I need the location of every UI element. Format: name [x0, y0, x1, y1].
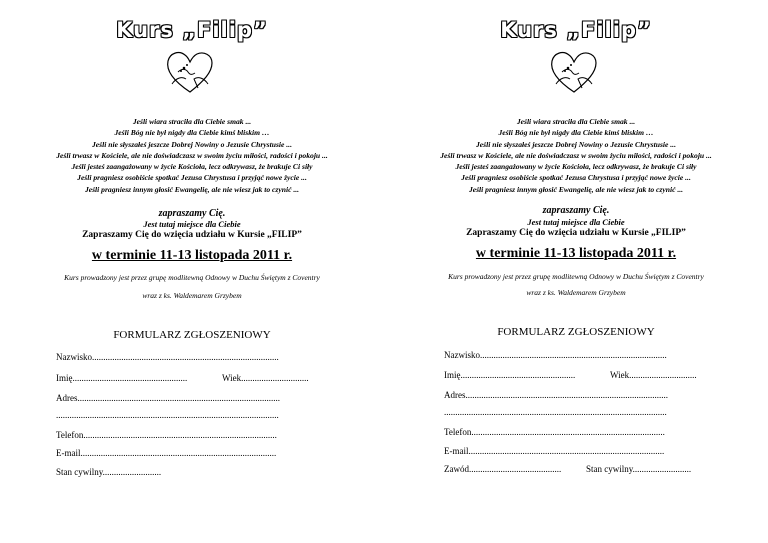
verses-block: [0, 116, 384, 195]
invite-heading: zapraszamy Cię.: [158, 208, 226, 219]
verse-line: Jeśli pragniesz osobiście spotkać Jezusa Chrystusa i przyjąć nowe życie ...: [461, 173, 691, 183]
verse-line: Jeśli pragniesz innym głosić Ewangelię, ale nie wiesz jak to czynić ...: [84, 184, 300, 194]
heart-hands-icon: [546, 44, 602, 100]
heart-hands-icon: [162, 44, 218, 100]
flyer-title: Kurs „Filip”: [500, 18, 652, 42]
phone-field[interactable]: Telefon......................................................................................: [444, 427, 665, 437]
address-field[interactable]: Adres..........................................................................................: [444, 390, 668, 400]
address-field[interactable]: Adres..........................................................................................: [56, 393, 280, 403]
invite-course: Zapraszamy Cię do wzięcia udziału w Kursie „FILIP”: [82, 230, 302, 240]
verse-line: Jeśli trwasz w Kościele, ale nie doświadczasz w swoim życiu miłości, radości i pokoju ...: [440, 150, 712, 160]
organizer-priest: wraz z ks. Waldemarem Grzybem: [526, 288, 626, 297]
marital-status-field[interactable]: Stan cywilny..........................: [586, 464, 692, 474]
verse-line: Jeśli Bóg nie był nigdy dla Ciebie kimś bliskim …: [114, 128, 270, 138]
surname-field[interactable]: Nazwisko...................................................................................: [444, 350, 667, 360]
organizer-text: Kurs prowadzony jest przez grupę modlitewną Odnowy w Duchu Świętym z Coventry: [64, 273, 320, 282]
age-field[interactable]: Wiek..............................: [222, 373, 309, 383]
address-line2-field[interactable]: ...................................................................................................: [56, 410, 279, 420]
verse-line: Jeśli pragniesz osobiście spotkać Jezusa Chrystusa i przyjąć nowe życie ...: [77, 173, 307, 183]
form-title: FORMULARZ ZGŁOSZENIOWY: [113, 329, 271, 341]
verse-line: Jeśli trwasz w Kościele, ale nie doświadczasz w swoim życiu miłości, radości i pokoju ...: [56, 150, 328, 160]
verse-line: Jeśli wiara straciła dla Ciebie smak ...: [132, 117, 252, 126]
course-date: w terminie 11-13 listopada 2011 r.: [91, 248, 293, 263]
email-field[interactable]: E-mail.......................................................................................: [56, 448, 277, 458]
surname-field[interactable]: Nazwisko...................................................................................: [56, 352, 279, 362]
verse-line: Jeśli jesteś zaangażowany w życie Kościoła, lecz odkrywasz, że brakuje Ci siły: [455, 162, 697, 172]
first-name-field[interactable]: Imię...................................................: [444, 370, 576, 380]
age-field[interactable]: Wiek..............................: [610, 370, 697, 380]
invite-subtext: Jest tutaj miejsce dla Ciebie: [527, 217, 625, 227]
organizer-text: Kurs prowadzony jest przez grupę modlitewną Odnowy w Duchu Świętym z Coventry: [448, 272, 704, 281]
verse-line: Jeśli jesteś zaangażowany w życie Kościoła, lecz odkrywasz, że brakuje Ci siły: [71, 162, 313, 172]
form-title: FORMULARZ ZGŁOSZENIOWY: [497, 326, 655, 338]
organizer-priest: wraz z ks. Waldemarem Grzybem: [142, 291, 242, 300]
invite-subtext: Jest tutaj miejsce dla Ciebie: [143, 219, 241, 229]
first-name-field[interactable]: Imię...................................................: [56, 373, 188, 383]
occupation-field[interactable]: Zawód.........................................: [444, 464, 562, 474]
course-date: w terminie 11-13 listopada 2011 r.: [475, 246, 677, 261]
verse-line: Jeśli wiara straciła dla Ciebie smak ...: [516, 117, 636, 126]
verse-line: Jeśli Bóg nie był nigdy dla Ciebie kimś bliskim …: [498, 128, 654, 138]
flyer-right: [384, 0, 768, 543]
address-line2-field[interactable]: ...................................................................................................: [444, 407, 667, 417]
verse-line: Jeśli nie słyszałeś jeszcze Dobrej Nowiny o Jezusie Chrystusie ...: [92, 139, 292, 149]
verse-line: Jeśli nie słyszałeś jeszcze Dobrej Nowiny o Jezusie Chrystusie ...: [476, 139, 676, 149]
verses-block: [384, 116, 768, 195]
invite-heading: zapraszamy Cię.: [542, 205, 610, 216]
email-field[interactable]: E-mail.......................................................................................: [444, 446, 665, 456]
phone-field[interactable]: Telefon......................................................................................: [56, 430, 277, 440]
verse-line: Jeśli pragniesz innym głosić Ewangelię, ale nie wiesz jak to czynić ...: [468, 184, 684, 194]
invite-course: Zapraszamy Cię do wzięcia udziału w Kursie „FILIP”: [466, 228, 686, 238]
marital-status-field[interactable]: Stan cywilny..........................: [56, 467, 162, 477]
flyer-title: Kurs „Filip”: [116, 18, 268, 42]
